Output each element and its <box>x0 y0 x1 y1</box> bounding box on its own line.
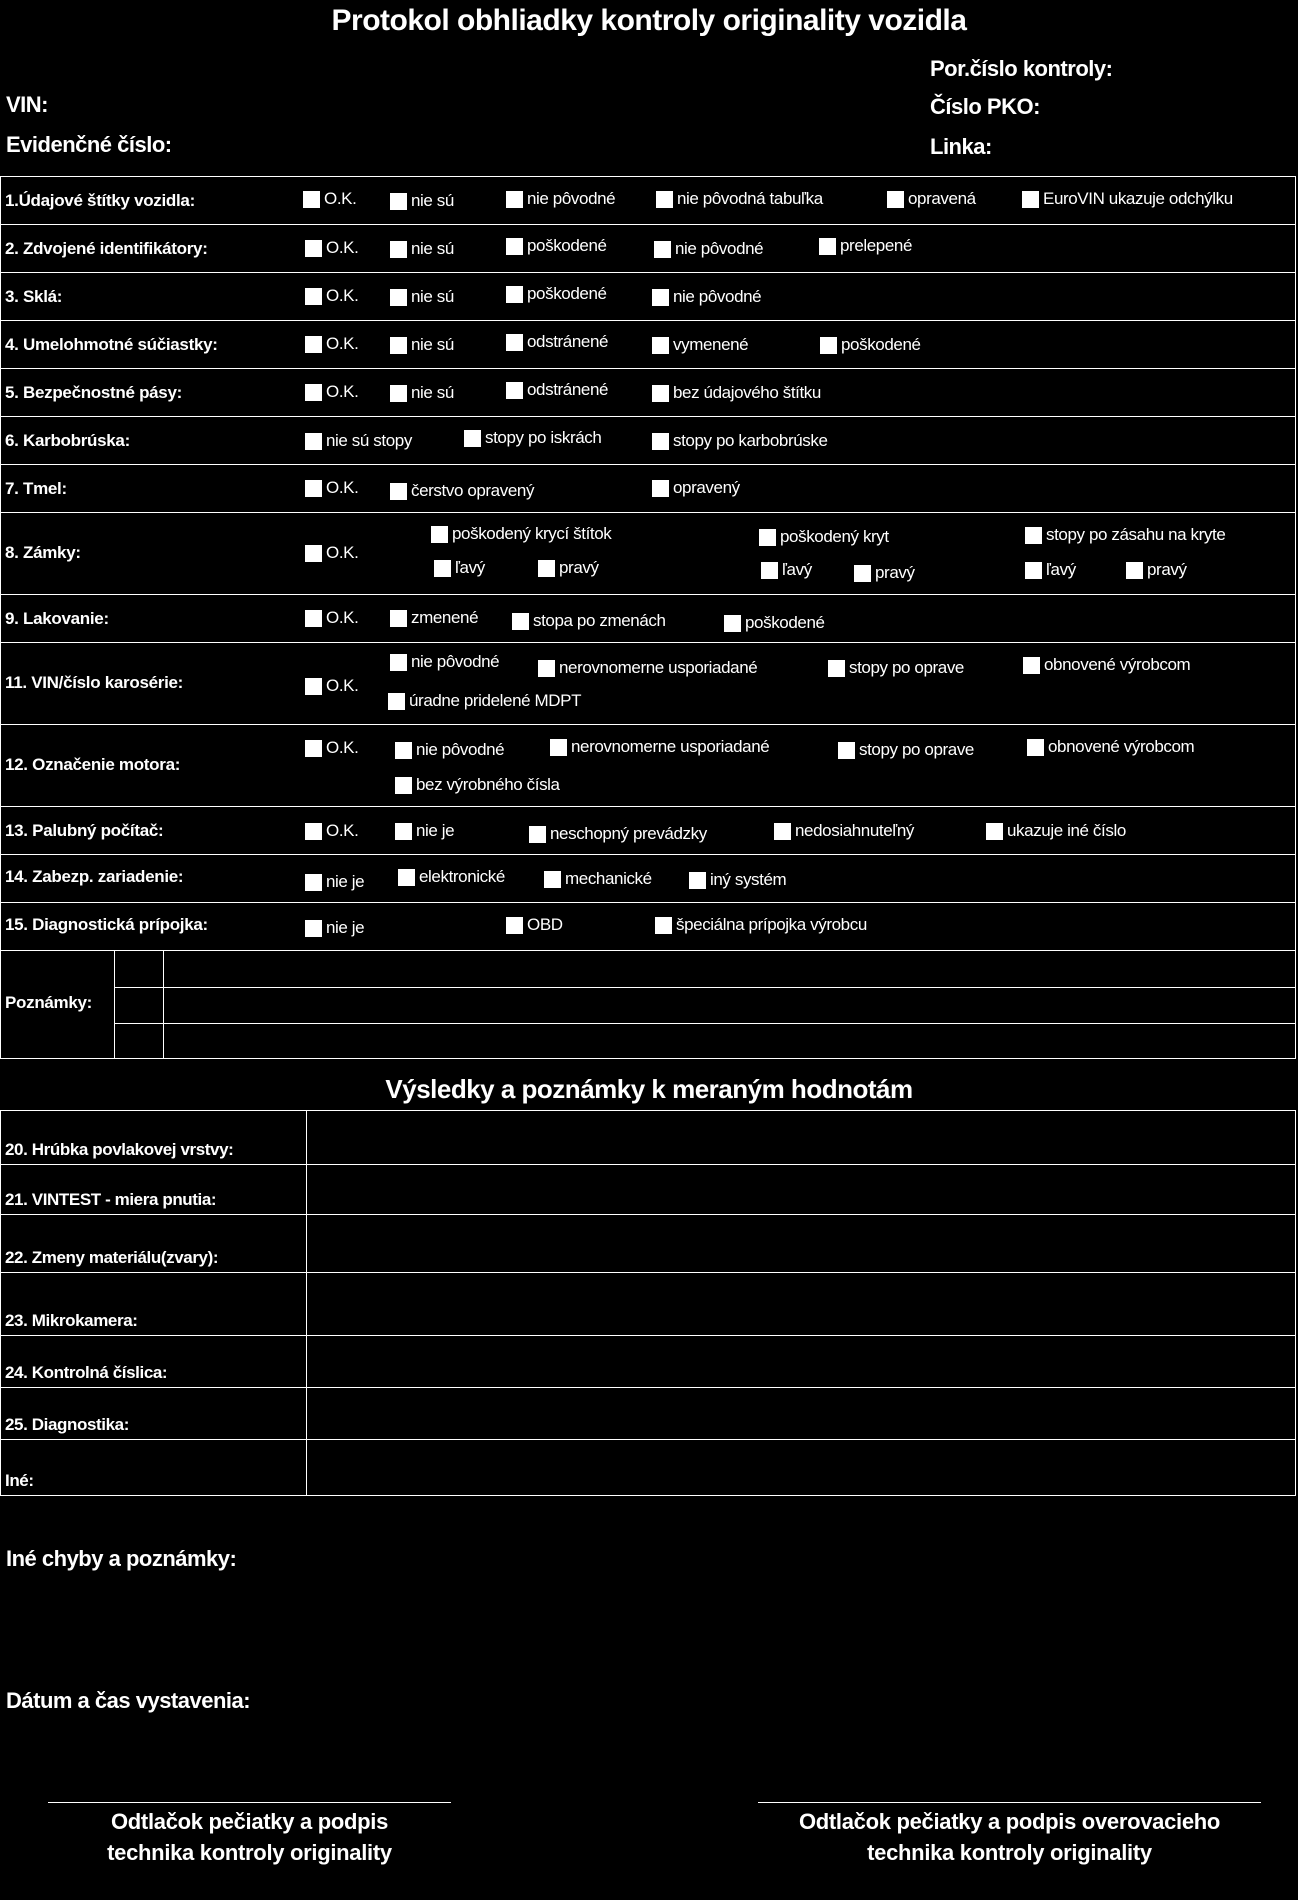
checkbox-ok[interactable]: O.K. <box>303 189 356 209</box>
por-cislo-label: Por.číslo kontroly: <box>930 56 1113 81</box>
checkbox-pravy[interactable]: pravý <box>854 563 915 583</box>
checkbox-opraveny[interactable]: opravený <box>652 478 740 498</box>
measure-label: 24. Kontrolná číslica: <box>5 1363 168 1382</box>
checkbox-specialna-pripojka[interactable]: špeciálna prípojka výrobcu <box>655 915 867 935</box>
checkbox-icon[interactable] <box>390 289 407 306</box>
checkbox-nerovnomerne[interactable]: nerovnomerne usporiadané <box>538 658 757 678</box>
checkbox-nie-su[interactable]: nie sú <box>390 383 454 403</box>
checkbox-icon[interactable] <box>819 238 836 255</box>
checkbox-icon[interactable] <box>395 742 412 759</box>
checkbox-icon[interactable] <box>506 238 523 255</box>
checkbox-ok[interactable]: O.K. <box>305 478 358 498</box>
signature-line-right <box>758 1802 1261 1803</box>
checkbox-icon[interactable] <box>1126 562 1143 579</box>
checkbox-icon[interactable] <box>506 286 523 303</box>
checkbox-prelepene[interactable]: prelepené <box>819 236 912 256</box>
checkbox-icon[interactable] <box>1027 739 1044 756</box>
checkbox-nie-je[interactable]: nie je <box>305 872 364 892</box>
checkbox-icon[interactable] <box>464 430 481 447</box>
checkbox-icon[interactable] <box>652 433 669 450</box>
row-label: 15. Diagnostická prípojka: <box>5 915 208 934</box>
checkbox-poskodene[interactable]: poškodené <box>506 236 607 256</box>
row-udajove-stitky <box>0 176 1296 225</box>
row-label: 6. Karbobrúska: <box>5 431 130 450</box>
checkbox-nie-su[interactable]: nie sú <box>390 335 454 355</box>
checkbox-nie-su[interactable]: nie sú <box>390 191 454 211</box>
checkbox-icon[interactable] <box>390 337 407 354</box>
checkbox-neschopny-prevadzky[interactable]: neschopný prevádzky <box>529 824 707 844</box>
signature-caption-line: Odtlačok pečiatky a podpis overovacieho <box>798 1809 1221 1834</box>
evidencne-cislo-label: Evidenčné číslo: <box>6 132 172 157</box>
checkbox-icon[interactable] <box>838 742 855 759</box>
checkbox-icon[interactable] <box>398 869 415 886</box>
checkbox-nedosiahnutelny[interactable]: nedosiahnuteľný <box>774 821 914 841</box>
checkbox-nie-povodna-tabulka[interactable]: nie pôvodná tabuľka <box>656 189 823 209</box>
row-label: 14. Zabezp. zariadenie: <box>5 867 184 886</box>
checkbox-icon[interactable] <box>986 823 1003 840</box>
checkbox-odstranene[interactable]: odstránené <box>506 332 608 352</box>
checkbox-icon[interactable] <box>652 480 669 497</box>
row-tmel <box>0 465 1296 513</box>
row-zdvojene-identifikatory <box>0 225 1296 273</box>
signature-line-left <box>48 1802 451 1803</box>
signature-caption-left <box>48 1806 451 1868</box>
checkbox-icon[interactable] <box>506 917 523 934</box>
measure-value-field[interactable] <box>307 1388 1295 1439</box>
checkbox-bez-vyrobneho-cisla[interactable]: bez výrobného čísla <box>395 775 560 795</box>
checkbox-icon[interactable] <box>390 610 407 627</box>
measure-label: Iné: <box>5 1471 34 1490</box>
checkbox-obnovene-vyrobcom[interactable]: obnovené výrobcom <box>1023 655 1190 675</box>
row-label: 2. Zdvojené identifikátory: <box>5 239 208 258</box>
signature-caption-right <box>738 1806 1281 1868</box>
checkbox-icon[interactable] <box>759 529 776 546</box>
measure-label: 22. Zmeny materiálu(zvary): <box>5 1248 219 1267</box>
checkbox-icon[interactable] <box>1022 191 1039 208</box>
checkbox-icon[interactable] <box>305 240 322 257</box>
vin-label: VIN: <box>6 92 48 117</box>
checkbox-icon[interactable] <box>887 191 904 208</box>
checkbox-icon[interactable] <box>390 241 407 258</box>
checkbox-icon[interactable] <box>506 382 523 399</box>
checkbox-ok[interactable]: O.K. <box>305 608 358 628</box>
row-label: 4. Umelohmotné súčiastky: <box>5 335 218 354</box>
measure-row <box>0 1110 1296 1165</box>
checkbox-icon[interactable] <box>305 678 322 695</box>
checkbox-ok[interactable]: O.K. <box>305 821 358 841</box>
checkbox-icon[interactable] <box>305 740 322 757</box>
measure-row <box>0 1273 1296 1336</box>
measure-row <box>0 1336 1296 1388</box>
checkbox-icon[interactable] <box>390 193 407 210</box>
divider <box>114 951 115 1058</box>
checkbox-icon[interactable] <box>1023 657 1040 674</box>
checkbox-lavy[interactable]: ľavý <box>1025 560 1076 580</box>
poznamky-line-2[interactable] <box>164 988 1295 1022</box>
checkbox-icon[interactable] <box>655 917 672 934</box>
checkbox-poskodene[interactable]: poškodené <box>820 335 921 355</box>
row-label: 9. Lakovanie: <box>5 609 109 628</box>
checkbox-nie-su[interactable]: nie sú <box>390 287 454 307</box>
row-diagnosticka-pripojka <box>0 903 1296 951</box>
checkbox-icon[interactable] <box>305 920 322 937</box>
poznamky-line-1[interactable] <box>164 952 1295 986</box>
checkbox-icon[interactable] <box>550 739 567 756</box>
checkbox-pravy[interactable]: pravý <box>1126 560 1187 580</box>
row-label: 8. Zámky: <box>5 543 81 562</box>
signature-caption-line: technika kontroly originality <box>107 1840 392 1865</box>
checkbox-stopy-po-oprave[interactable]: stopy po oprave <box>828 658 964 678</box>
checkbox-icon[interactable] <box>395 823 412 840</box>
other-errors-label: Iné chyby a poznámky: <box>6 1546 237 1571</box>
row-bezpecnostne-pasy <box>0 369 1296 417</box>
checkbox-icon[interactable] <box>654 241 671 258</box>
checkbox-ok[interactable]: O.K. <box>305 382 358 402</box>
checkbox-vymenene[interactable]: vymenené <box>652 335 748 355</box>
checkbox-poskodene[interactable]: poškodené <box>506 284 607 304</box>
checkbox-icon[interactable] <box>774 823 791 840</box>
checkbox-ok[interactable]: O.K. <box>305 286 358 306</box>
row-label: 12. Označenie motora: <box>5 755 181 774</box>
row-label: 11. VIN/číslo karosérie: <box>5 673 184 692</box>
measure-value-field[interactable] <box>307 1111 1295 1164</box>
checkbox-icon[interactable] <box>506 191 523 208</box>
poznamky-line-3[interactable] <box>164 1024 1295 1058</box>
row-zamky <box>0 513 1296 595</box>
checkbox-stopy-po-oprave[interactable]: stopy po oprave <box>838 740 974 760</box>
checkbox-stopy-po-zasahu[interactable]: stopy po zásahu na kryte <box>1025 525 1225 545</box>
checkbox-nie-su-stopy[interactable]: nie sú stopy <box>305 431 412 451</box>
linka-label: Linka: <box>930 134 992 159</box>
checkbox-stopy-po-iskrach[interactable]: stopy po iskrách <box>464 428 601 448</box>
row-palubny-pocitac <box>0 807 1296 855</box>
checkbox-icon[interactable] <box>652 385 669 402</box>
poznamky-block <box>0 951 1296 1059</box>
checkbox-icon[interactable] <box>305 336 322 353</box>
measure-row <box>0 1165 1296 1215</box>
checkbox-icon[interactable] <box>388 693 405 710</box>
checkbox-icon[interactable] <box>656 191 673 208</box>
checkbox-icon[interactable] <box>538 660 555 677</box>
checkbox-ok[interactable]: O.K. <box>305 738 358 758</box>
row-label: 5. Bezpečnostné pásy: <box>5 383 182 402</box>
checkbox-icon[interactable] <box>434 560 451 577</box>
measure-value-field[interactable] <box>307 1165 1295 1214</box>
row-oznacenie-motora <box>0 725 1296 807</box>
checkbox-obd[interactable]: OBD <box>506 915 563 935</box>
checkbox-icon[interactable] <box>724 615 741 632</box>
checkbox-obnovene-vyrobcom[interactable]: obnovené výrobcom <box>1027 737 1194 757</box>
checkbox-icon[interactable] <box>305 288 322 305</box>
checkbox-poskodene[interactable]: poškodené <box>724 613 825 633</box>
checkbox-icon[interactable] <box>820 337 837 354</box>
checkbox-icon[interactable] <box>652 337 669 354</box>
measure-label: 23. Mikrokamera: <box>5 1311 138 1330</box>
results-title: Výsledky a poznámky k meraným hodnotám <box>385 1074 913 1104</box>
measure-value-field[interactable] <box>307 1336 1295 1387</box>
checkbox-odstranene[interactable]: odstránené <box>506 380 608 400</box>
checkbox-stopy-po-karbobruske[interactable]: stopy po karbobrúske <box>652 431 828 451</box>
checkbox-icon[interactable] <box>544 871 561 888</box>
checkbox-icon[interactable] <box>506 334 523 351</box>
poznamky-label: Poznámky: <box>5 993 93 1012</box>
checkbox-icon[interactable] <box>652 289 669 306</box>
checkbox-nerovnomerne[interactable]: nerovnomerne usporiadané <box>550 737 769 757</box>
measure-value-field[interactable] <box>307 1215 1295 1272</box>
checkbox-lavy[interactable]: ľavý <box>434 558 485 578</box>
checkbox-icon[interactable] <box>538 560 555 577</box>
row-skla <box>0 273 1296 321</box>
row-lakovanie <box>0 595 1296 643</box>
checkbox-eurovin[interactable]: EuroVIN ukazuje odchýlku <box>1022 189 1233 209</box>
checkbox-icon[interactable] <box>761 562 778 579</box>
measure-value-field[interactable] <box>307 1440 1295 1495</box>
checkbox-icon[interactable] <box>305 610 322 627</box>
checkbox-nie-je[interactable]: nie je <box>395 821 454 841</box>
checkbox-icon[interactable] <box>305 874 322 891</box>
signature-caption-line: Odtlačok pečiatky a podpis <box>110 1809 389 1834</box>
checkbox-lavy[interactable]: ľavý <box>761 560 812 580</box>
checkbox-poskodeny-kryt[interactable]: poškodený kryt <box>759 527 889 547</box>
row-zabezp-zariadenie <box>0 855 1296 903</box>
checkbox-nie-povodne[interactable]: nie pôvodné <box>390 652 499 672</box>
checkbox-ok[interactable]: O.K. <box>305 543 358 563</box>
measure-row <box>0 1440 1296 1496</box>
checkbox-pravy[interactable]: pravý <box>538 558 599 578</box>
checkbox-icon[interactable] <box>431 526 448 543</box>
checkbox-icon[interactable] <box>1025 562 1042 579</box>
checkbox-nie-povodne[interactable]: nie pôvodné <box>652 287 761 307</box>
checkbox-icon[interactable] <box>828 660 845 677</box>
checkbox-icon[interactable] <box>305 823 322 840</box>
checkbox-uradne-pridelene[interactable]: úradne pridelené MDPT <box>388 691 581 711</box>
checkbox-icon[interactable] <box>303 191 320 208</box>
checkbox-nie-je[interactable]: nie je <box>305 918 364 938</box>
checkbox-icon[interactable] <box>305 384 322 401</box>
signature-caption-line: technika kontroly originality <box>867 1840 1152 1865</box>
measure-value-field[interactable] <box>307 1273 1295 1335</box>
measure-row <box>0 1215 1296 1273</box>
row-label: 13. Palubný počítač: <box>5 821 164 840</box>
row-karbobruska <box>0 417 1296 465</box>
checkbox-icon[interactable] <box>305 433 322 450</box>
cislo-pko-label: Číslo PKO: <box>930 94 1040 119</box>
checkbox-bez-udajoveho-stitku[interactable]: bez údajového štítku <box>652 383 821 403</box>
checkbox-cerstvo-opraveny[interactable]: čerstvo opravený <box>390 481 534 501</box>
checkbox-stopa-po-zmenach[interactable]: stopa po zmenách <box>512 611 666 631</box>
checkbox-icon[interactable] <box>390 483 407 500</box>
checkbox-nie-povodne[interactable]: nie pôvodné <box>395 740 504 760</box>
checkbox-ukazuje-ine-cislo[interactable]: ukazuje iné číslo <box>986 821 1126 841</box>
row-label: 1.Údajové štítky vozidla: <box>5 191 195 210</box>
checkbox-nie-su[interactable]: nie sú <box>390 239 454 259</box>
measure-row <box>0 1388 1296 1440</box>
checkbox-ok[interactable]: O.K. <box>305 676 358 696</box>
checkbox-icon[interactable] <box>395 777 412 794</box>
checkbox-icon[interactable] <box>689 872 706 889</box>
row-label: 7. Tmel: <box>5 479 67 498</box>
row-label: 3. Sklá: <box>5 287 63 306</box>
row-vin-cislo-karoserie <box>0 643 1296 725</box>
checkbox-iny-system[interactable]: iný systém <box>689 870 786 890</box>
page-title: Protokol obhliadky kontroly originality vozidla <box>331 4 967 37</box>
checkbox-icon[interactable] <box>305 545 322 562</box>
checkbox-icon[interactable] <box>305 480 322 497</box>
checkbox-poskodeny-kryci-stitok[interactable]: poškodený krycí štítok <box>431 524 611 544</box>
measure-label: 21. VINTEST - miera pnutia: <box>5 1190 217 1209</box>
measure-label: 25. Diagnostika: <box>5 1415 129 1434</box>
row-umelohmotne <box>0 321 1296 369</box>
checkbox-ok[interactable]: O.K. <box>305 334 358 354</box>
checkbox-icon[interactable] <box>390 654 407 671</box>
checkbox-ok[interactable]: O.K. <box>305 238 358 258</box>
checkbox-icon[interactable] <box>854 565 871 582</box>
checkbox-opravena[interactable]: opravená <box>887 189 976 209</box>
date-time-label: Dátum a čas vystavenia: <box>6 1688 251 1713</box>
checkbox-mechanicke[interactable]: mechanické <box>544 869 652 889</box>
checkbox-zmenene[interactable]: zmenené <box>390 608 478 628</box>
checkbox-elektronicke[interactable]: elektronické <box>398 867 505 887</box>
checkbox-nie-povodne[interactable]: nie pôvodné <box>506 189 615 209</box>
checkbox-icon[interactable] <box>390 385 407 402</box>
checkbox-icon[interactable] <box>1025 527 1042 544</box>
checkbox-icon[interactable] <box>512 613 529 630</box>
measure-label: 20. Hrúbka povlakovej vrstvy: <box>5 1140 234 1159</box>
checkbox-nie-povodne[interactable]: nie pôvodné <box>654 239 763 259</box>
checkbox-icon[interactable] <box>529 826 546 843</box>
